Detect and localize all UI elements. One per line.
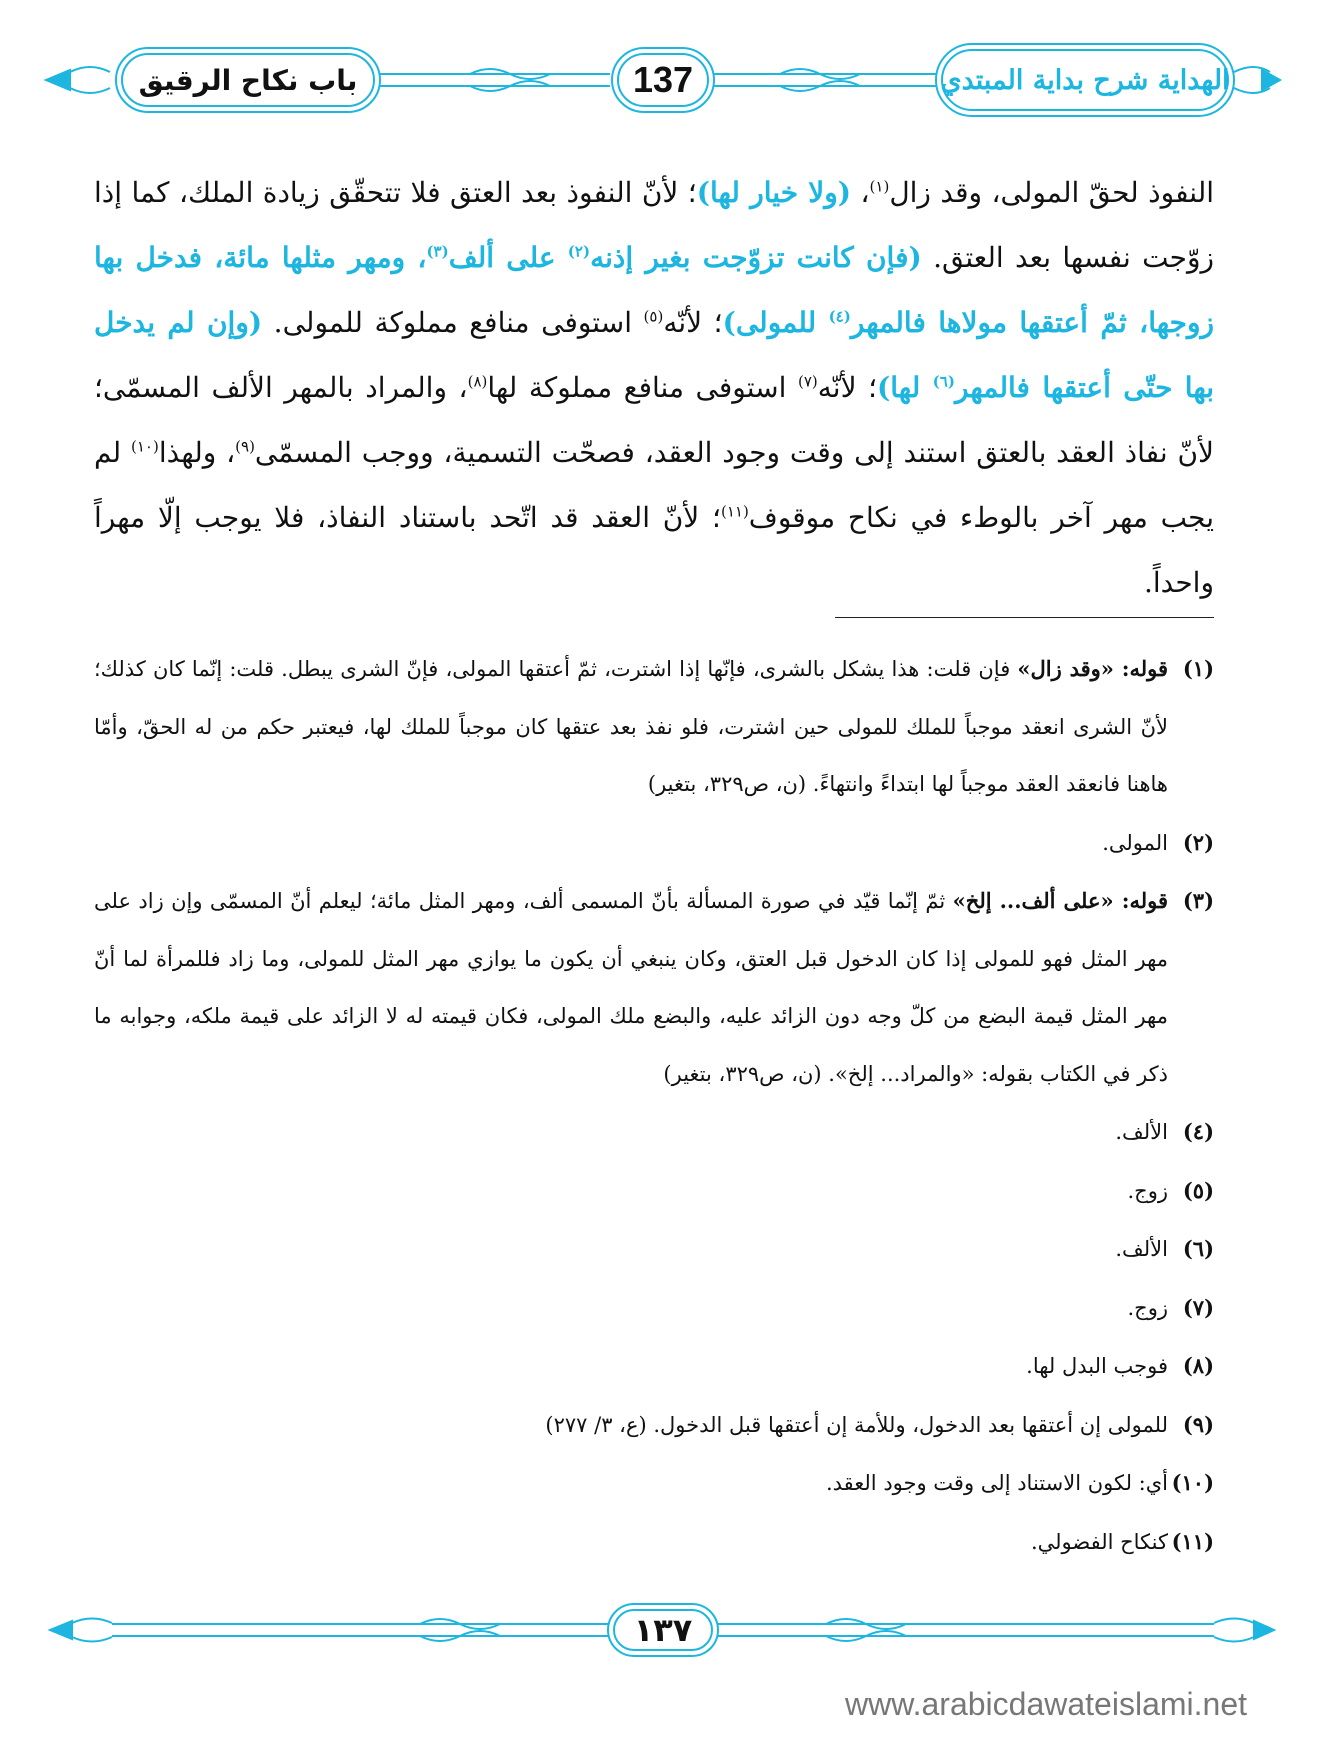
footnote-number: (٩) (1182, 1411, 1214, 1437)
book-title: الهداية شرح بداية المبتدي (940, 64, 1230, 96)
footnote-body: زوج. (1127, 1295, 1168, 1320)
footnote-ref-9[interactable]: (٩) (235, 437, 255, 456)
footnote-body: للمولى إن أعتقها بعد الدخول، وللأمة إن أعتقها قبل الدخول. (ع، ٣/ ٢٧٧) (545, 1412, 1168, 1437)
footnote-body: المولى. (1102, 830, 1168, 855)
matn-text: لها) (877, 371, 933, 404)
footnote-body: فإن قلت: هذا يشكل بالشرى، فإنّها إذا اشترت، ثمّ أعتقها المولى، فإنّ الشرى يبطل. قلت: إنّما كان كذلك؛ لأنّ الشرى انعقد موجباً للملك للمولى حين اشترت، فلو نفذ بعد عتقها كان موجباً للملك لها، فيعتبر حكم من له الحقّ، وأمّا هاهنا فانعقد العقد موجباً لها ابتداءً وانتهاءً. (ن، ص٣٢٩، بتغير) (94, 657, 1168, 796)
website-url[interactable]: www.arabicdawateislami.net (845, 1686, 1247, 1722)
footnote-body: كنكاح الفضولي. (1030, 1529, 1168, 1554)
text-run: لم يجب مهر آخر بالوطء في نكاح موقوف (94, 436, 1214, 534)
matn-text: (فإن كانت تزوّجت بغير إذنه (590, 241, 922, 274)
page-footer (0, 1600, 1325, 1670)
footnote-ref-7[interactable]: (٧) (797, 372, 818, 391)
footnote-text (94, 1279, 1168, 1338)
footnote-ref-3[interactable]: (٣) (426, 242, 449, 261)
matn-text: ، ومهر مثلها مائة، فدخل بها زوجها، ثمّ أعتقها مولاها فالمهر (94, 241, 1214, 339)
text-run: ؛ لأنّه (663, 306, 723, 339)
footnote-number: (١٠) (1171, 1470, 1214, 1495)
footnote-item (94, 1396, 1214, 1455)
footnote-number: (٨) (1182, 1353, 1214, 1378)
footnote-body: فوجب البدل لها. (1026, 1354, 1168, 1378)
footnote-item (94, 640, 1214, 814)
footnote-number: (١١) (1171, 1528, 1214, 1554)
text-run: استوفى منافع مملوكة للمولى. (262, 306, 644, 339)
matn-text: (وإن لم يدخل بها حتّى أعتقها فالمهر (94, 306, 1215, 404)
footnote-ref-1[interactable]: (١) (869, 177, 890, 196)
footer-page-number: ١٣٧ (633, 1611, 693, 1649)
footnote-ref-5[interactable]: (٥) (643, 307, 664, 326)
footnote-ref-11[interactable]: (١١) (720, 502, 749, 521)
footnote-item (94, 1513, 1214, 1572)
footnote-text (94, 1513, 1168, 1572)
matn-text: (ولا خيار لها) (696, 176, 852, 209)
footnote-number: (٦) (1182, 1236, 1214, 1261)
text-run: ، والمراد بالمهر الألف المسمّى؛ لأنّ نفاذ العقد بالعتق استند إلى وقت وجود العقد، فصحّت التسمية، ووجب المسمّى (94, 371, 1214, 469)
footnote-ref-2[interactable]: (٢) (567, 242, 591, 261)
footnote-body: الألف. (1115, 1120, 1168, 1144)
footnote-number: (٢) (1182, 829, 1214, 855)
text-run: استوفى منافع مملوكة لها (487, 371, 798, 404)
footnote-lead: قوله: «وقد زال» (1017, 656, 1168, 681)
chapter-title: باب نكاح الرقيق (138, 63, 358, 97)
footnote-ref-4[interactable]: (٤) (828, 307, 851, 326)
footnote-number: (٧) (1182, 1294, 1214, 1320)
footnote-item (94, 1220, 1214, 1279)
footnotes (94, 640, 1214, 1571)
footnote-item (94, 1279, 1214, 1338)
footnote-text (94, 1396, 1168, 1455)
footnote-text (94, 1454, 1168, 1513)
text-run: ؛ لأنّ النفوذ بعد العتق فلا تتحقّق زيادة الملك، كما إذا زوّجت نفسها بعد العتق. (94, 176, 1214, 274)
footnote-item (94, 814, 1214, 873)
footnote-item (94, 1162, 1214, 1221)
matn-text: للمولى) (722, 306, 829, 339)
main-text (94, 160, 1214, 615)
footnote-text (94, 1103, 1168, 1162)
matn-text: على ألف (448, 241, 568, 274)
footnote-item (94, 872, 1214, 1103)
header-page-number: 137 (632, 59, 694, 100)
footnote-text (94, 1162, 1168, 1221)
text-run: ؛ لأنّه (817, 371, 878, 404)
text-run: النفوذ لحقّ المولى، وقد زال (889, 176, 1215, 209)
footnote-item (94, 1337, 1214, 1396)
footnote-text (94, 1220, 1168, 1279)
footnote-ref-8[interactable]: (٨) (467, 372, 488, 391)
footnote-number: (١) (1182, 656, 1214, 681)
footnote-lead: قوله: «على ألف... إلخ» (952, 888, 1168, 913)
footnote-item (94, 1454, 1214, 1513)
footnote-text (94, 640, 1168, 814)
footnote-divider (835, 617, 1214, 618)
footnote-text (94, 1337, 1168, 1396)
page-header (0, 0, 1325, 160)
footnote-text (94, 814, 1168, 873)
footnote-number: (٤) (1182, 1119, 1214, 1144)
footnote-number: (٣) (1182, 888, 1214, 913)
footnote-ref-6[interactable]: (٦) (932, 372, 955, 391)
footnote-text (94, 872, 1168, 1103)
text-run: ، (851, 176, 870, 209)
text-run: ؛ لأنّ العقد قد اتّحد باستناد النفاذ، فلا يوجب إلّا مهراً واحداً. (94, 501, 1214, 599)
footnote-body: الألف. (1115, 1237, 1168, 1261)
footnote-body: زوج. (1127, 1178, 1168, 1203)
footnote-ref-10[interactable]: (١٠) (131, 437, 159, 456)
footnote-item (94, 1103, 1214, 1162)
footnote-body: أي: لكون الاستناد إلى وقت وجود العقد. (825, 1471, 1168, 1495)
footnote-number: (٥) (1182, 1177, 1214, 1203)
text-run: ، ولهذا (158, 436, 236, 469)
footnote-body: ثمّ إنّما قيّد في صورة المسألة بأنّ المسمى ألف، ومهر المثل مائة؛ ليعلم أنّ المسمّى وإن زاد على مهر المثل فهو للمولى إذا كان الدخول قبل العتق، وكان ينبغي أن يكون ما يوازي مهر المثل للمولى، وما زاد فللمرأة لما أنّ مهر المثل قيمة البضع من كلّ وجه دون الزائد عليه، والبضع ملك المولى، فكان قيمته له لا الزائد على قيمة ملكه، وجوابه ما ذكر في الكتاب بقوله: «والمراد... إلخ». (ن، ص٣٢٩، بتغير) (94, 889, 1168, 1086)
